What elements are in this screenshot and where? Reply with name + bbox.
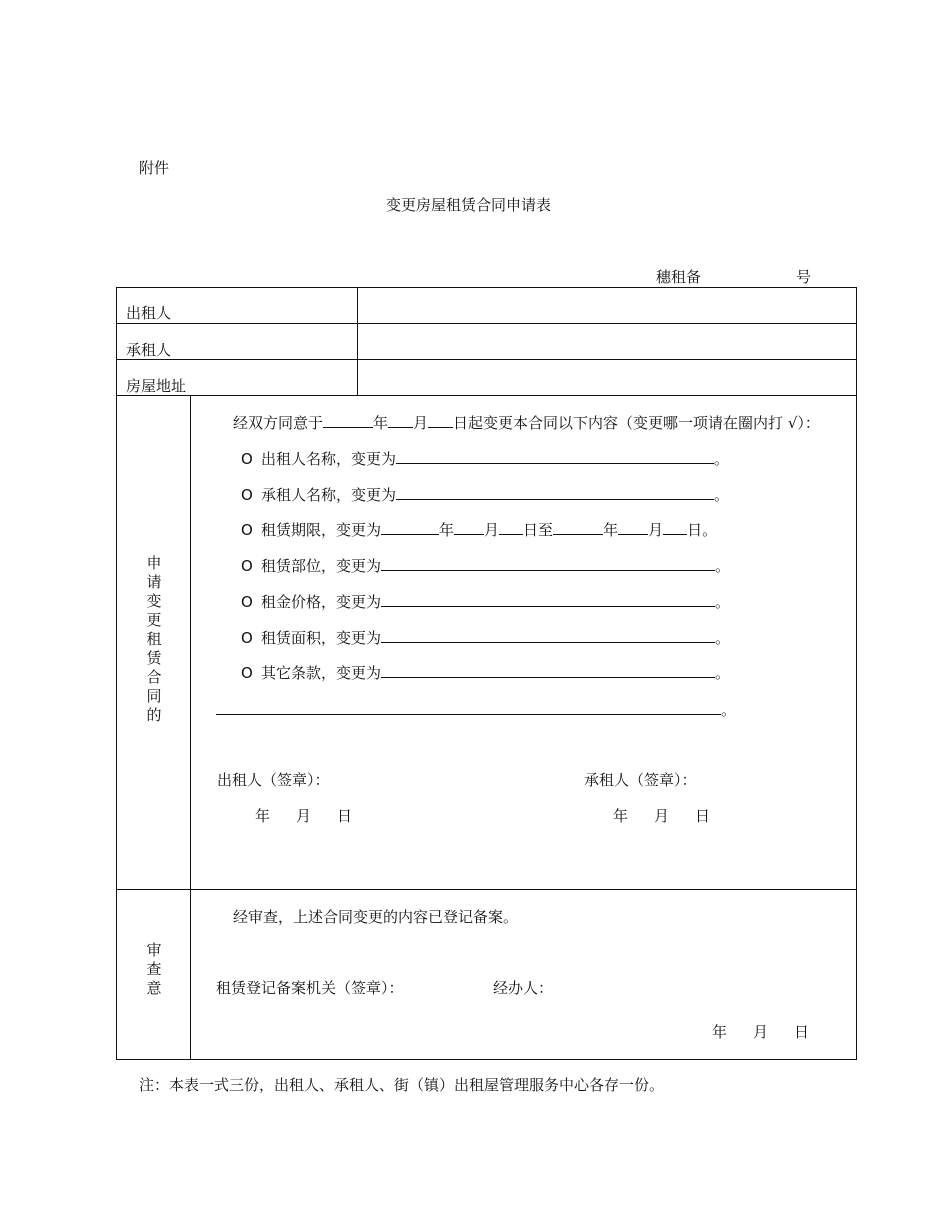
checkbox-circle-icon[interactable]: O [241, 450, 253, 468]
checkbox-circle-icon[interactable]: O [241, 521, 253, 539]
attachment-label: 附件 [139, 159, 170, 177]
authority-signature-label: 租赁登记备案机关（签章）： [216, 979, 404, 997]
review-section-side-label: 审 查 意 [146, 941, 162, 997]
lessee-signature-label: 承租人（签章）： [584, 771, 697, 789]
option-lease-area[interactable]: O 租赁面积，变更为 。 [241, 629, 731, 647]
lessee-sign-date: 年 月 日 [613, 807, 711, 825]
apply-section-side-label: 申 请 变 更 租 赁 合 同 的 [146, 554, 162, 724]
effective-day-blank[interactable] [428, 413, 453, 428]
lessee-field[interactable] [359, 325, 855, 358]
lessor-signature-label: 出租人（签章）： [217, 771, 330, 789]
effective-month-blank[interactable] [388, 413, 413, 428]
checkbox-circle-icon[interactable]: O [241, 629, 253, 647]
footnote: 注：本表一式三份，出租人、承租人、街（镇）出租屋管理服务中心各存一份。 [139, 1076, 665, 1094]
lessor-label: 出租人 [126, 304, 172, 322]
option-lease-term[interactable]: O 租赁期限，变更为 年 月 日至 年 月 日。 [241, 521, 718, 539]
handler-label: 经办人： [493, 979, 554, 997]
checkbox-circle-icon[interactable]: O [241, 593, 253, 611]
option-lessee-name[interactable]: O 承租人名称，变更为 。 [241, 486, 730, 504]
checkbox-circle-icon[interactable]: O [241, 664, 253, 682]
review-date: 年 月 日 [712, 1023, 810, 1041]
lessee-label: 承租人 [126, 341, 172, 359]
address-field[interactable] [359, 361, 855, 394]
lessor-field[interactable] [359, 289, 855, 322]
form-title: 变更房屋租赁合同申请表 [386, 196, 552, 214]
lessor-sign-date: 年 月 日 [255, 807, 353, 825]
effective-year-blank[interactable] [323, 413, 373, 428]
review-statement: 经审查，上述合同变更的内容已登记备案。 [233, 908, 519, 926]
extra-blank-line[interactable]: 。 [216, 699, 736, 720]
option-lease-area-location[interactable]: O 租赁部位，变更为 。 [241, 557, 731, 575]
checkbox-circle-icon[interactable]: O [241, 557, 253, 575]
option-lessor-name[interactable]: O 出租人名称，变更为 。 [241, 450, 730, 468]
checkbox-circle-icon[interactable]: O [241, 486, 253, 504]
address-label: 房屋地址 [126, 377, 187, 395]
record-number-suffix: 号 [796, 268, 812, 286]
option-rent-price[interactable]: O 租金价格，变更为 。 [241, 593, 731, 611]
option-other-terms[interactable]: O 其它条款，变更为 。 [241, 664, 731, 682]
change-intro: 经双方同意于 年 月 日起变更本合同以下内容（变更哪一项请在圈内打 √）： [233, 414, 820, 432]
record-number-prefix: 穗租备 [656, 268, 702, 286]
